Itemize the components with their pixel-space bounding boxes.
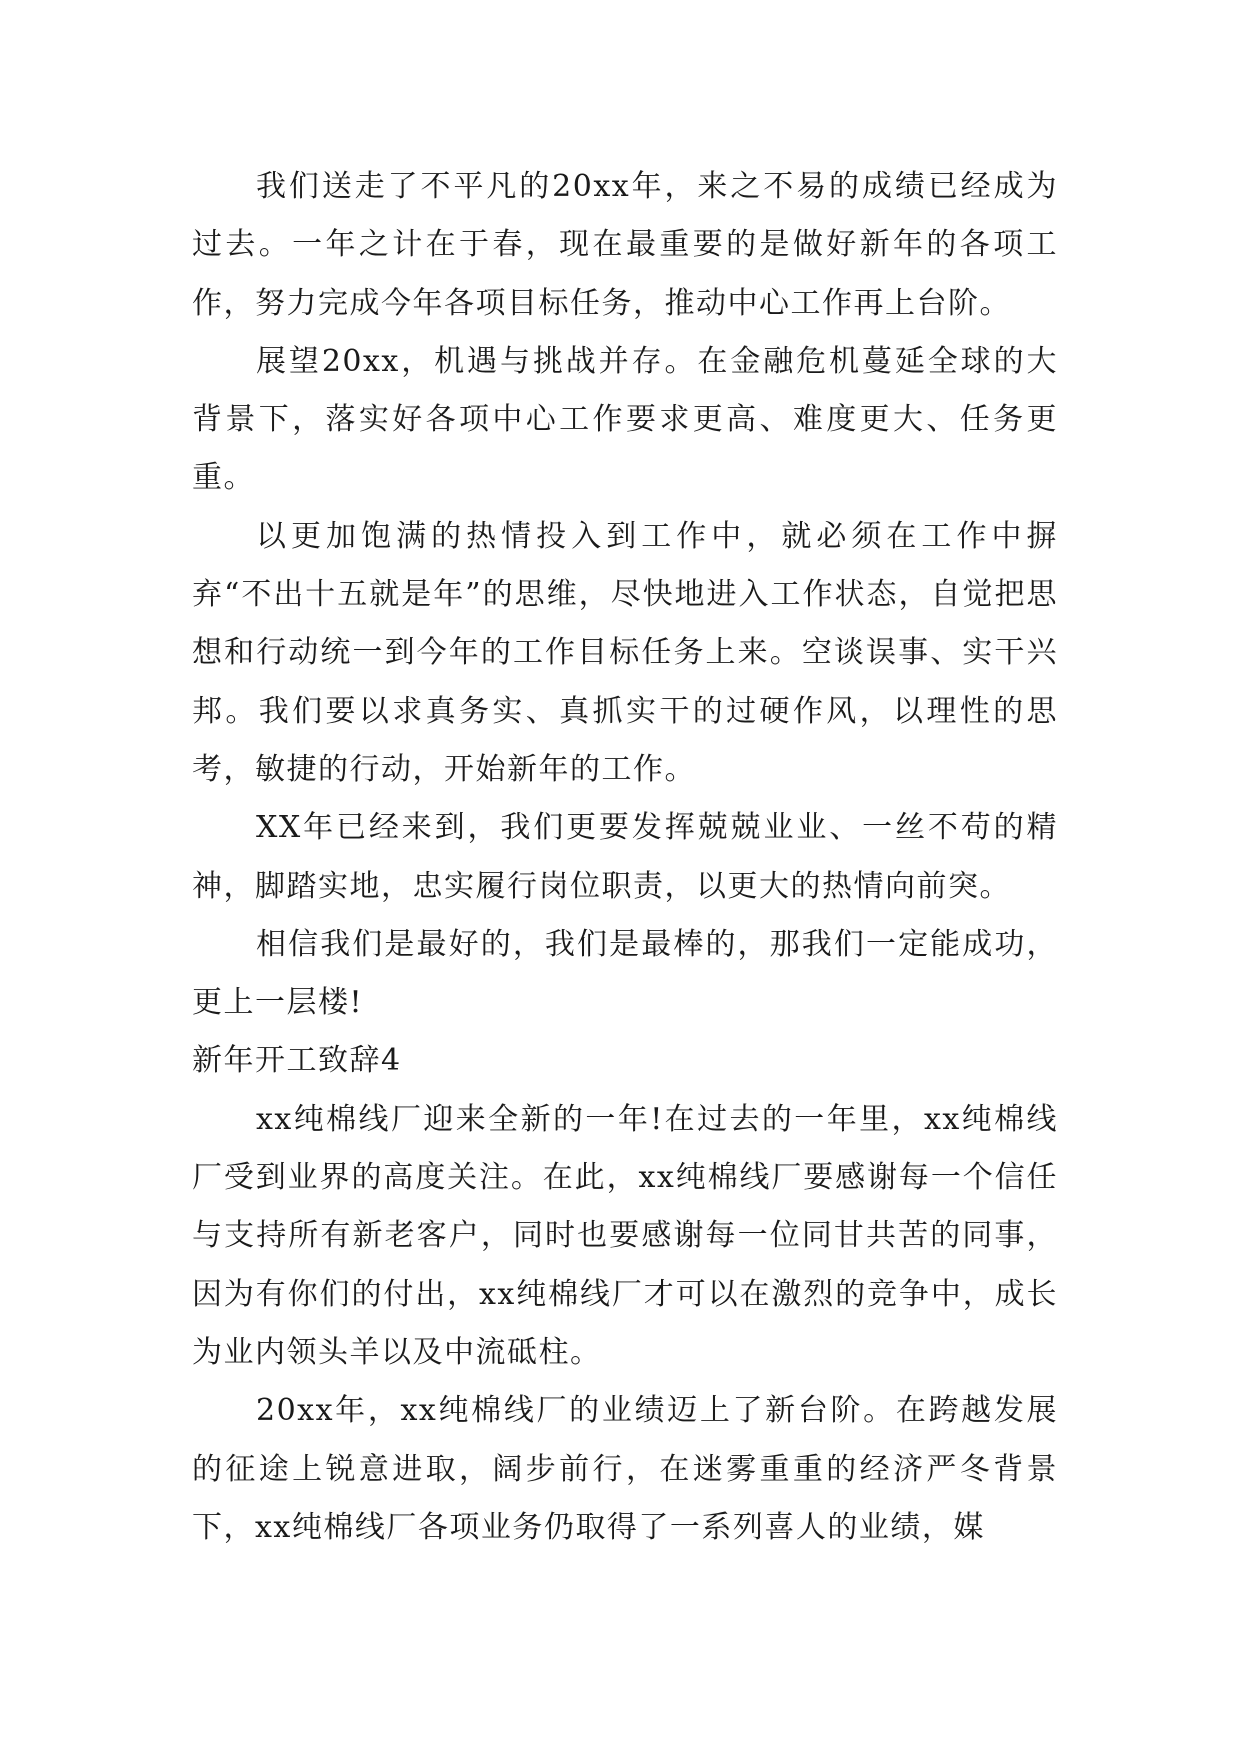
paragraph-2: 展望20xx，机遇与挑战并存。在金融危机蔓延全球的大背景下，落实好各项中心工作要求更高、难度更大、任务更重。 <box>192 343 1058 496</box>
paragraph-5: 相信我们是最好的，我们是最棒的，那我们一定能成功，更上一层楼! <box>192 926 1058 1021</box>
paragraph-7: 20xx年，xx纯棉线厂的业绩迈上了新台阶。在跨越发展的征途上锐意进取，阔步前行，在迷雾重重的经济严冬背景下，xx纯棉线厂各项业务仍取得了一系列喜人的业绩，媒 <box>192 1393 1058 1545</box>
paragraph-4: XX年已经来到，我们更要发挥兢兢业业、一丝不苟的精神，脚踏实地，忠实履行岗位职责，以更大的热情向前突。 <box>192 810 1058 904</box>
section-heading: 新年开工致辞4 <box>192 1043 402 1079</box>
paragraph-6: xx纯棉线厂迎来全新的一年!在过去的一年里，xx纯棉线厂受到业界的高度关注。在此，xx纯棉线厂要感谢每一个信任与支持所有新老客户，同时也要感谢每一位同甘共苦的同事，因为有你们的付出，xx纯棉线厂才可以在激烈的竞争中，成长为业内领头羊以及中流砥柱。 <box>192 1101 1058 1370</box>
document-body <box>192 158 1058 1557</box>
paragraph-1: 我们送走了不平凡的20xx年，来之不易的成绩已经成为过去。一年之计在于春，现在最重要的是做好新年的各项工作，努力完成今年各项目标任务，推动中心工作再上台阶。 <box>192 169 1058 321</box>
paragraph-3: 以更加饱满的热情投入到工作中，就必须在工作中摒弃“不出十五就是年”的思维，尽快地进入工作状态，自觉把思想和行动统一到今年的工作目标任务上来。空谈误事、实干兴邦。我们要以求真务实、真抓实干的过硬作风，以理性的思考，敏捷的行动，开始新年的工作。 <box>192 518 1058 787</box>
